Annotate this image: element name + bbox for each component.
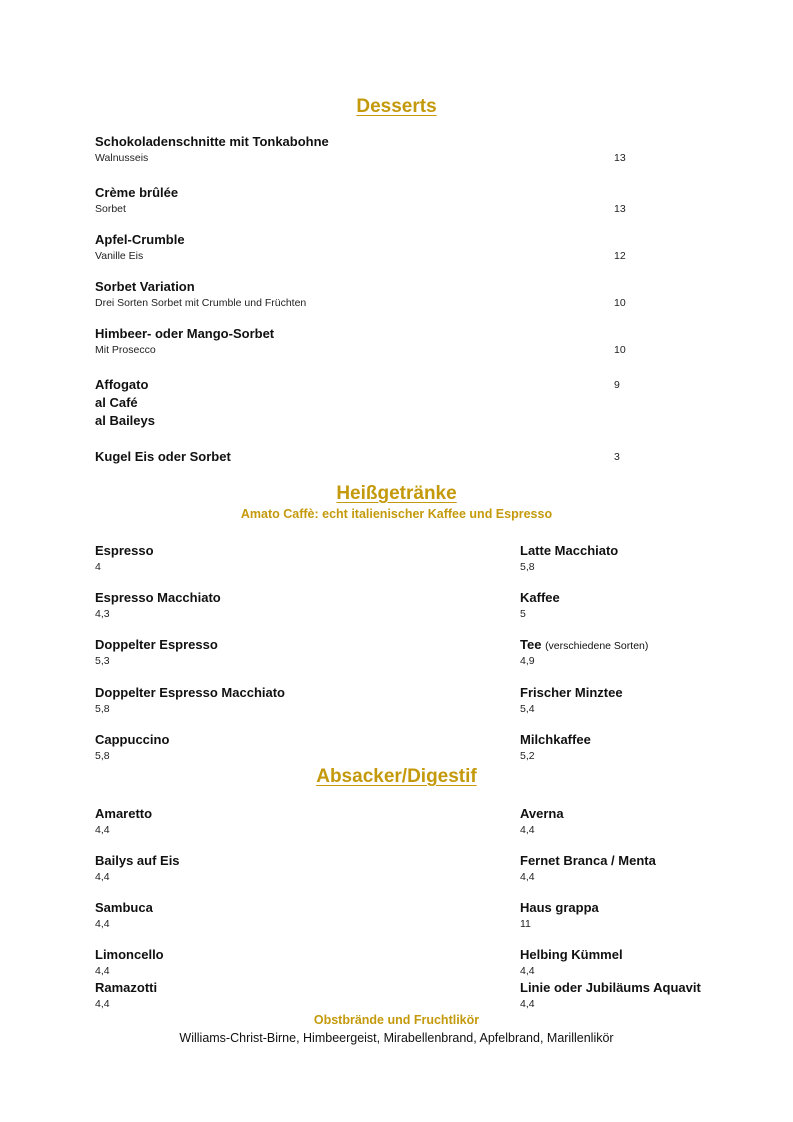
fruit-brandy-heading: Obstbrände und Fruchtlikör bbox=[313, 1013, 480, 1027]
digestif-heading: Absacker/Digestif bbox=[316, 766, 477, 787]
tea-label: Tee bbox=[520, 637, 542, 652]
dessert-6-price: 9 bbox=[614, 379, 620, 391]
digestif-right-5-name: Linie oder Jubiläums Aquavit bbox=[520, 980, 701, 995]
digestif-left-2-name: Bailys auf Eis bbox=[95, 853, 180, 868]
hot-drink-right-4-name: Frischer Minztee bbox=[520, 685, 623, 700]
hot-drink-left-1-name: Espresso bbox=[95, 543, 154, 558]
digestif-right-3-price: 11 bbox=[520, 918, 531, 930]
hot-drinks-heading: Heißgetränke bbox=[336, 483, 457, 504]
hot-drinks-subtitle: Amato Caffè: echt italienischer Kaffee und Espresso bbox=[240, 507, 553, 521]
hot-drink-right-5-name: Milchkaffee bbox=[520, 732, 591, 747]
dessert-2-name: Crème brûlée bbox=[95, 185, 179, 200]
tea-note: (verschiedene Sorten) bbox=[545, 640, 649, 652]
desserts-heading: Desserts bbox=[356, 96, 437, 117]
hot-drink-left-2-price: 4,3 bbox=[95, 608, 110, 620]
hot-drink-left-3-name: Doppelter Espresso bbox=[95, 637, 218, 652]
digestif-right-2-name: Fernet Branca / Menta bbox=[520, 853, 656, 868]
dessert-1-name: Schokoladenschnitte mit Tonkabohne bbox=[95, 134, 329, 149]
dessert-4-price: 10 bbox=[614, 297, 626, 309]
dessert-1-desc: Walnusseis bbox=[95, 152, 149, 164]
dessert-7-price: 3 bbox=[614, 451, 620, 463]
dessert-3-name: Apfel-Crumble bbox=[95, 232, 185, 247]
fruit-brandy-list: Williams-Christ-Birne, Himbeergeist, Mirabellenbrand, Apfelbrand, Marillenlikör bbox=[179, 1031, 614, 1045]
digestif-right-1-price: 4,4 bbox=[520, 824, 535, 836]
dessert-4-desc: Drei Sorten Sorbet mit Crumble und Früchten bbox=[95, 297, 307, 309]
digestif-left-5-price: 4,4 bbox=[95, 998, 110, 1010]
hot-drink-left-4-price: 5,8 bbox=[95, 703, 110, 715]
hot-drink-right-1-price: 5,8 bbox=[520, 561, 535, 573]
dessert-7-name: Kugel Eis oder Sorbet bbox=[95, 449, 231, 464]
hot-drink-left-4-name: Doppelter Espresso Macchiato bbox=[95, 685, 285, 700]
digestif-left-2-price: 4,4 bbox=[95, 871, 110, 883]
hot-drink-left-5-price: 5,8 bbox=[95, 750, 110, 762]
dessert-2-price: 13 bbox=[614, 203, 626, 215]
dessert-5-name: Himbeer- oder Mango-Sorbet bbox=[95, 326, 275, 341]
hot-drink-right-1-name: Latte Macchiato bbox=[520, 543, 619, 558]
dessert-6-name: Affogato bbox=[95, 377, 149, 392]
hot-drink-right-3-name bbox=[520, 637, 648, 652]
dessert-3-desc: Vanille Eis bbox=[95, 250, 144, 262]
digestif-right-2-price: 4,4 bbox=[520, 871, 535, 883]
digestif-left-5-name: Ramazotti bbox=[95, 980, 158, 995]
dessert-4-name: Sorbet Variation bbox=[95, 279, 195, 294]
digestif-right-4-name: Helbing Kümmel bbox=[520, 947, 623, 962]
digestif-left-1-price: 4,4 bbox=[95, 824, 110, 836]
digestif-left-4-price: 4,4 bbox=[95, 965, 110, 977]
dessert-6-option-2: al Baileys bbox=[95, 413, 155, 428]
dessert-6-option-1: al Café bbox=[95, 395, 138, 410]
dessert-1-price: 13 bbox=[614, 152, 626, 164]
digestif-left-4-name: Limoncello bbox=[95, 947, 164, 962]
hot-drink-right-2-name: Kaffee bbox=[520, 590, 560, 605]
digestif-left-1-name: Amaretto bbox=[95, 806, 153, 821]
hot-drink-left-1-price: 4 bbox=[95, 561, 101, 573]
digestif-right-3-name: Haus grappa bbox=[520, 900, 599, 915]
digestif-right-4-price: 4,4 bbox=[520, 965, 535, 977]
hot-drink-right-2-price: 5 bbox=[520, 608, 526, 620]
digestif-left-3-name: Sambuca bbox=[95, 900, 153, 915]
dessert-2-desc: Sorbet bbox=[95, 203, 126, 215]
hot-drink-right-4-price: 5,4 bbox=[520, 703, 535, 715]
hot-drink-left-5-name: Cappuccino bbox=[95, 732, 170, 747]
hot-drink-left-2-name: Espresso Macchiato bbox=[95, 590, 221, 605]
dessert-5-desc: Mit Prosecco bbox=[95, 344, 156, 356]
digestif-left-3-price: 4,4 bbox=[95, 918, 110, 930]
hot-drink-right-5-price: 5,2 bbox=[520, 750, 535, 762]
hot-drink-right-3-price: 4,9 bbox=[520, 655, 535, 667]
hot-drink-left-3-price: 5,3 bbox=[95, 655, 110, 667]
digestif-right-1-name: Averna bbox=[520, 806, 564, 821]
dessert-3-price: 12 bbox=[614, 250, 626, 262]
dessert-5-price: 10 bbox=[614, 344, 626, 356]
digestif-right-5-price: 4,4 bbox=[520, 998, 535, 1010]
